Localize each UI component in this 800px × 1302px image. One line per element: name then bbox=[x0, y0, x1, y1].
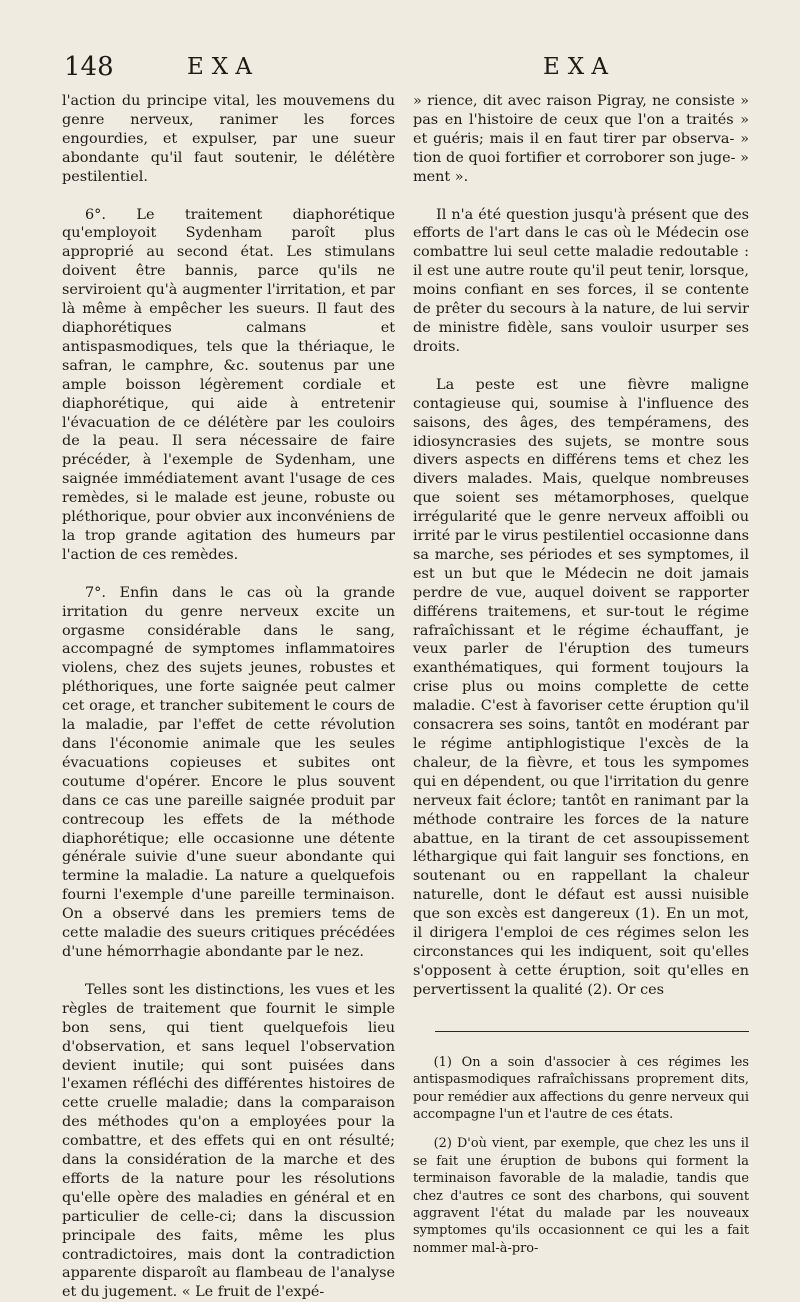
paragraph: 6°. Le traitement diaphorétique qu'employoit Sydenham paroît plus approprié au second état. Les stimulans doivent être bannis, parce qu'ils ne serviroient qu'à augmenter l'irritation, et par là même à empêcher les sueurs. Il faut des diaphorétiques calmans et antispasmodiques, tels que la thériaque, le safran, le camphre, &c. soutenus par une ample boisson légèrement cordiale et diaphorétique, qui aide à entretenir l'évacuation de ce délétère par les couloirs de la peau. Il sera nécessaire de faire précéder, à l'exemple de Sydenham, une saignée immédiatement avant l'usage de ces remèdes, si le malade est jeune, robuste ou pléthorique, pour obvier aux inconvéniens de la trop grande agitation des humeurs par l'action de ces remèdes. bbox=[62, 206, 395, 563]
footnote: (1) On a soin d'associer à ces régimes les antispasmodiques rafraîchissans proprement dits, pour remédier aux affections du genre nerveux qui accompagne l'un et l'autre de ces états. bbox=[413, 1054, 749, 1122]
paragraph: La peste est une fièvre maligne contagieuse qui, soumise à l'influence des saisons, des âges, des tempéramens, des idiosyncrasies des sujets, se montre sous divers aspects en différens tems et chez les divers malades. Mais, quelque nombreuses que soient ses métamorphoses, quelque irrégularité que le genre nerveux affoibli ou irrité par le virus pestilentiel occasionne dans sa marche, ses périodes et ses symptomes, il est un but que le Médecin ne doit jamais perdre de vue, auquel doivent se rapporter différens traitemens, et sur-tout le régime rafraîchissant et le régime échauffant, je veux parler de l'éruption des tumeurs exanthématiques, qui forment toujours la crise plus ou moins complette de cette maladie. C'est à favoriser cette éruption qu'il consacrera ses soins, tantôt en modérant par le régime antiphlogistique l'excès de la chaleur, de la fièvre, et tous les sympomes qui en dépendent, ou que l'irritation du genre nerveux fait éclore; tantôt en ranimant par la méthode contraire les forces de la nature abattue, en la tirant de cet assoupissement léthargique qui fait languir ses fonctions, en soutenant ou en rappellant la chaleur naturelle, dont le défaut est aussi nuisible que son excès est dangereux (1). En un mot, il dirigera l'emploi de ces régimes selon les circonstances qui les indiquent, soit qu'elles s'opposent à cette éruption, soit qu'elles en pervertissent la qualité (2). Or ces bbox=[413, 376, 749, 998]
right-column bbox=[413, 92, 749, 1257]
paragraph: 7°. Enfin dans le cas où la grande irritation du genre nerveux excite un orgasme considérable dans le sang, accompagné de symptomes inflammatoires violens, chez des sujets jeunes, robustes et pléthoriques, une forte saignée peut calmer cet orage, et trancher subitement le cours de la maladie, par l'effet de cette révolution dans l'économie animale que les seules évacuations copieuses et subites ont coutume d'opérer. Encore le plus souvent dans ce cas une pareille saignée produit par contrecoup les effets de la méthode diaphorétique; elle occasionne une détente générale suivie d'une sueur abondante qui termine la maladie. La nature a quelquefois fourni l'exemple d'une pareille terminaison. On a observé dans les premiers tems de cette maladie des sueurs critiques précédées d'une hémorrhagie abondante par le nez. bbox=[62, 584, 395, 960]
running-head-left: EXA bbox=[187, 54, 260, 80]
paragraph: Telles sont les distinctions, les vues et les règles de traitement que fournit le simple bon sens, qui tient quelquefois lieu d'observation, et sans lequel l'observation devient inutile; qui sont puisées dans l'examen réfléchi des différentes histoires de cette cruelle maladie; dans la comparaison des méthodes qu'on a employées pour la combattre, et des effets qui en ont résulté; dans la considération de la marche et des efforts de la nature pour les résolutions qu'elle opère des maladies en général et en particulier de celle-ci; dans la discussion principale des faits, même les plus contradictoires, mais dont la contradiction apparente disparoît au flambeau de l'analyse et du jugement. « Le fruit de l'expé- bbox=[62, 981, 395, 1301]
page-number: 148 bbox=[64, 52, 114, 82]
quotation-continuation: » rience, dit avec raison Pigray, ne consiste » pas en l'histoire de ceux que l'on a traités » et guéris; mais il en faut tirer par observa- » tion de quoi fortifier et corroborer son juge- » ment ». bbox=[413, 93, 749, 185]
page-header bbox=[0, 52, 800, 88]
running-head-right: EXA bbox=[543, 54, 616, 80]
paragraph: l'action du principe vital, les mouvemens du genre nerveux, ranimer les forces engourdies, et expulser, par une sueur abondante qu'il faut soutenir, le délétère pestilentiel. bbox=[62, 93, 395, 185]
footnote: (2) D'où vient, par exemple, que chez les uns il se fait une éruption de bubons qui forment la terminaison favorable de la maladie, tandis que chez d'autres ce sont des charbons, qui souvent aggravent l'état du malade par les nouveaux symptomes qu'ils occasionnent ce qui les a fait nommer mal-à-pro- bbox=[413, 1136, 749, 1256]
paragraph: Il n'a été question jusqu'à présent que des efforts de l'art dans le cas où le Médecin ose combattre lui seul cette maladie redoutable : il est une autre route qu'il peut tenir, lorsque, moins confiant en ses forces, il se contente de prêter du secours à la nature, de lui servir de ministre fidèle, sans vouloir usurper ses droits. bbox=[413, 206, 749, 355]
left-column bbox=[62, 92, 395, 1302]
footnote-divider bbox=[435, 1031, 749, 1032]
